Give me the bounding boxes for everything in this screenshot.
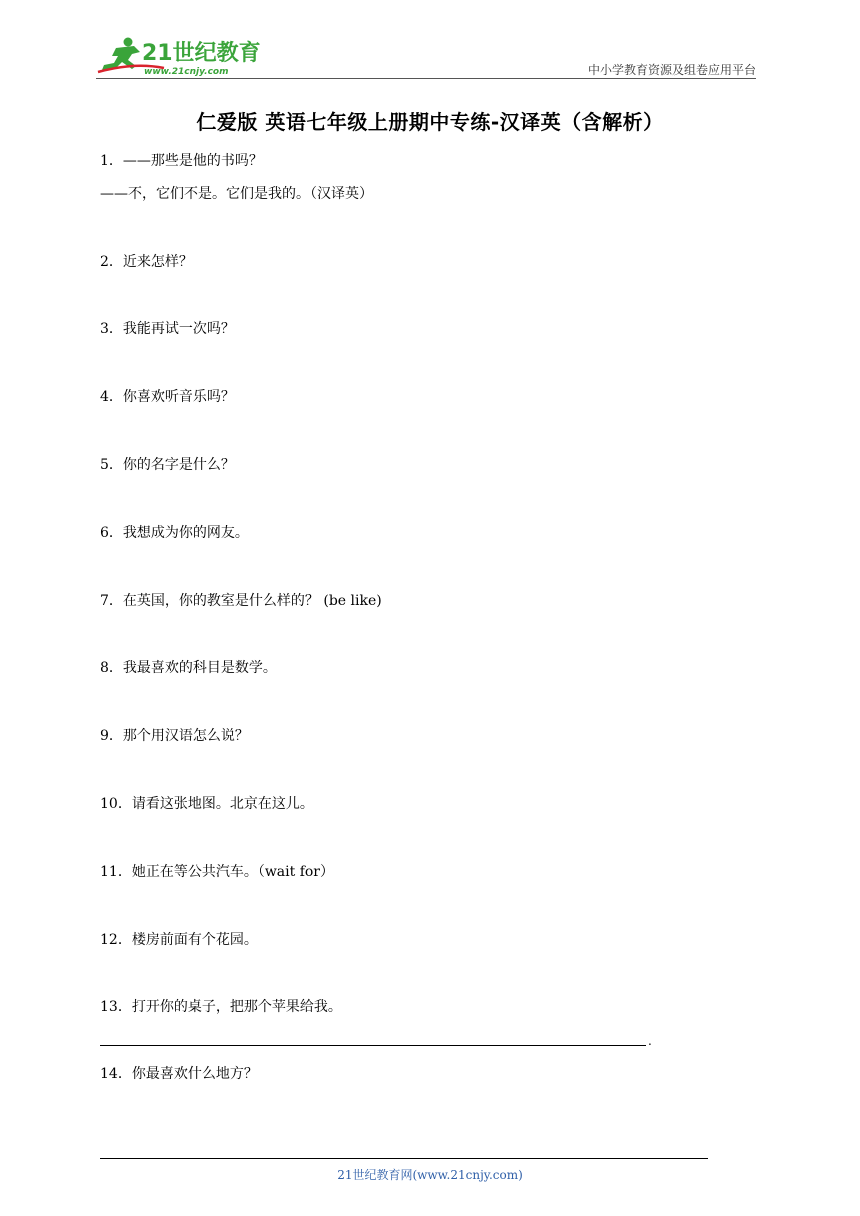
question-13: 13．打开你的桌子，把那个苹果给我。 xyxy=(100,999,342,1015)
page-title: 仁爱版 英语七年级上册期中专练-汉译英（含解析） xyxy=(196,110,664,134)
answer-blank-line xyxy=(100,1045,646,1046)
footer-link[interactable]: 21世纪教育网(www.21cnjy.com) xyxy=(337,1168,523,1182)
question-14: 14．你最喜欢什么地方？ xyxy=(100,1066,258,1082)
logo-text-cn: 21世纪教育 xyxy=(142,41,261,66)
question-9: 9．那个用汉语怎么说？ xyxy=(100,728,249,744)
question-7: 7．在英国，你的教室是什么样的？ (be like) xyxy=(100,593,382,609)
question-3: 3．我能再试一次吗？ xyxy=(100,321,235,337)
question-12: 12．楼房前面有个花园。 xyxy=(100,932,258,948)
question-2: 2．近来怎样？ xyxy=(100,254,193,270)
question-6: 6．我想成为你的网友。 xyxy=(100,525,249,541)
question-8: 8．我最喜欢的科目是数学。 xyxy=(100,660,277,676)
answer-line-period: . xyxy=(648,1034,652,1048)
question-4: 4．你喜欢听音乐吗？ xyxy=(100,389,235,405)
question-5: 5．你的名字是什么？ xyxy=(100,457,235,473)
logo-text-url: www.21cnjy.com xyxy=(144,67,229,77)
platform-tagline: 中小学教育资源及组卷应用平台 xyxy=(587,63,756,77)
footer-divider xyxy=(100,1158,708,1159)
question-1-line-2: ——不，它们不是。它们是我的。（汉译英） xyxy=(100,186,373,202)
question-11: 11．她正在等公共汽车。（wait for） xyxy=(100,864,335,880)
question-10: 10．请看这张地图。北京在这儿。 xyxy=(100,796,314,812)
site-logo xyxy=(94,34,264,78)
header-divider xyxy=(96,78,756,79)
question-1-line-1: 1．——那些是他的书吗？ xyxy=(100,153,263,169)
logo-runner-icon xyxy=(94,34,264,78)
